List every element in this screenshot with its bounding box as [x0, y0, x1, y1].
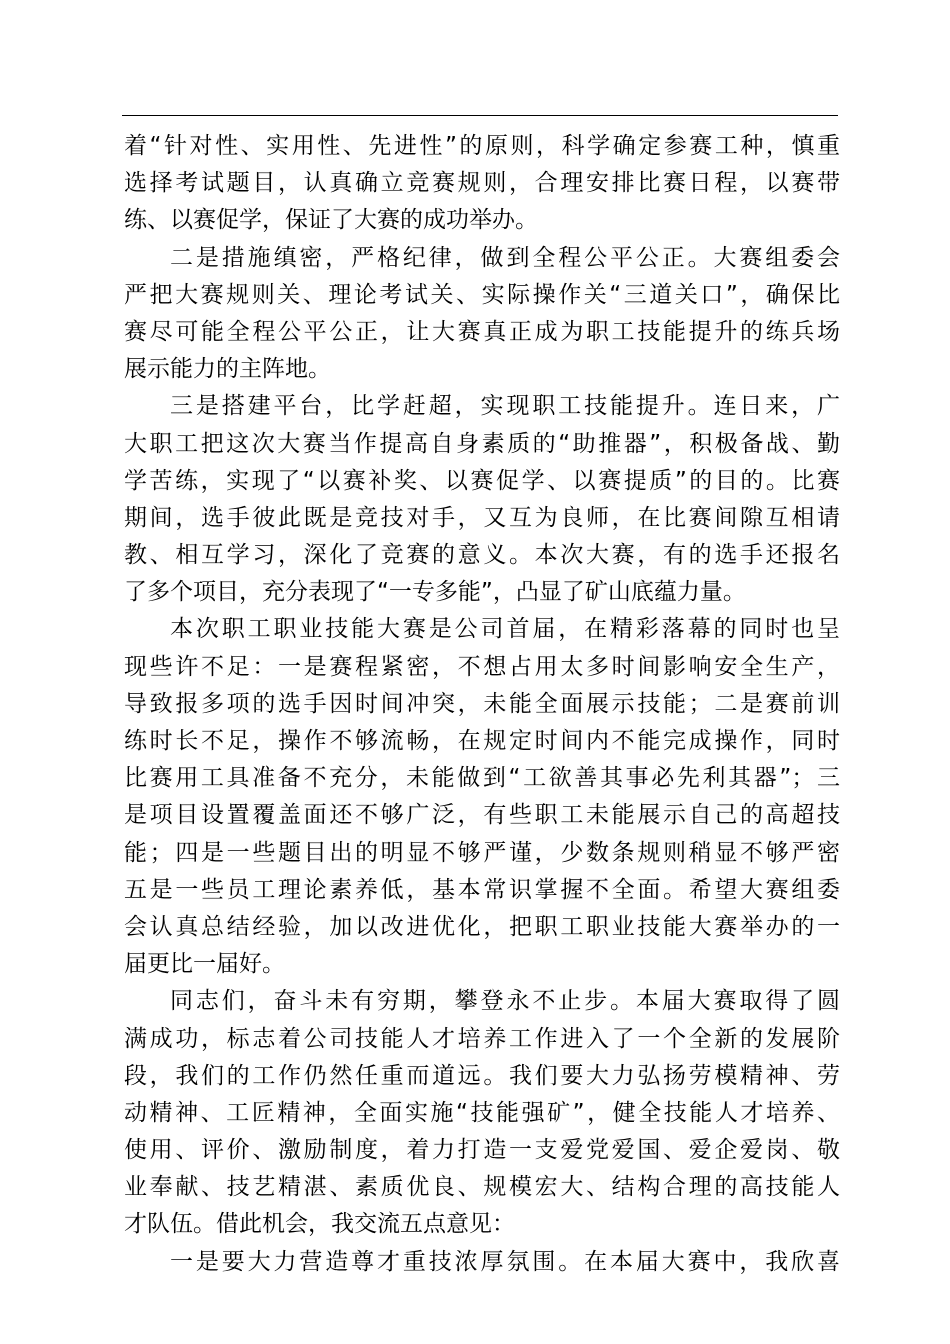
header-rule [122, 115, 838, 116]
text-line: 导致报多项的选手因时间冲突，未能全面展示技能；二是赛前训 [124, 690, 840, 717]
text-line: 会认真总结经验，加以改进优化，把职工职业技能大赛举办的一 [124, 913, 840, 940]
text-line: 满成功，标志着公司技能人才培养工作进入了一个全新的发展阶 [124, 1025, 840, 1052]
text-line: 五是一些员工理论素养低，基本常识掌握不全面。希望大赛组委 [124, 876, 840, 903]
text-line: 二是措施缜密，严格纪律，做到全程公平公正。大赛组委会 [170, 244, 840, 271]
text-line: 了多个项目，充分表现了“一专多能”，凸显了矿山底蕴力量。 [124, 579, 746, 606]
body-text [124, 128, 840, 1281]
text-line: 是项目设置覆盖面还不够广泛，有些职工未能展示自己的高超技 [124, 802, 840, 829]
text-line: 大职工把这次大赛当作提高自身素质的“助推器”，积极备战、勤 [124, 430, 840, 457]
text-line: 使用、评价、激励制度，着力打造一支爱党爱国、爱企爱岗、敬 [124, 1137, 840, 1164]
text-line: 届更比一届好。 [124, 951, 285, 978]
text-line: 动精神、工匠精神，全面实施“技能强矿”，健全技能人才培养、 [124, 1099, 840, 1126]
text-line: 三是搭建平台，比学赶超，实现职工技能提升。连日来，广 [170, 393, 840, 420]
text-line: 着“针对性、实用性、先进性”的原则，科学确定参赛工种，慎重 [124, 133, 840, 159]
text-line: 练时长不足，操作不够流畅，在规定时间内不能完成操作，同时 [124, 728, 840, 754]
text-line: 学苦练，实现了“以赛补奖、以赛促学、以赛提质”的目的。比赛 [124, 467, 840, 494]
text-line: 同志们，奋斗未有穷期，攀登永不止步。本届大赛取得了圆 [170, 988, 840, 1015]
text-line: 段，我们的工作仍然任重而道远。我们要大力弘扬劳模精神、劳 [124, 1062, 840, 1089]
text-line: 一是要大力营造尊才重技浓厚氛围。在本届大赛中，我欣喜 [170, 1248, 840, 1275]
text-line: 期间，选手彼此既是竞技对手，又互为良师，在比赛间隙互相请 [124, 504, 840, 531]
text-line: 赛尽可能全程公平公正，让大赛真正成为职工技能提升的练兵场 [124, 318, 840, 345]
text-line: 展示能力的主阵地。 [124, 356, 331, 383]
text-line: 比赛用工具准备不充分，未能做到“工欲善其事必先利其器”；三 [124, 765, 840, 792]
text-line: 教、相互学习，深化了竞赛的意义。本次大赛，有的选手还报名 [124, 542, 840, 569]
text-line: 本次职工职业技能大赛是公司首届，在精彩落幕的同时也呈 [170, 616, 840, 643]
text-line: 现些许不足：一是赛程紧密，不想占用太多时间影响安全生产， [124, 653, 840, 680]
text-line: 严把大赛规则关、理论考试关、实际操作关“三道关口”，确保比 [124, 281, 840, 308]
text-line: 选择考试题目，认真确立竞赛规则，合理安排比赛日程，以赛带 [124, 170, 840, 197]
text-line: 练、以赛促学，保证了大赛的成功举办。 [124, 207, 538, 234]
text-line: 才队伍。借此机会，我交流五点意见： [124, 1211, 515, 1238]
text-line: 能；四是一些题目出的明显不够严谨，少数条规则稍显不够严密 [124, 839, 840, 866]
text-line: 业奉献、技艺精湛、素质优良、规模宏大、结构合理的高技能人 [124, 1174, 840, 1201]
